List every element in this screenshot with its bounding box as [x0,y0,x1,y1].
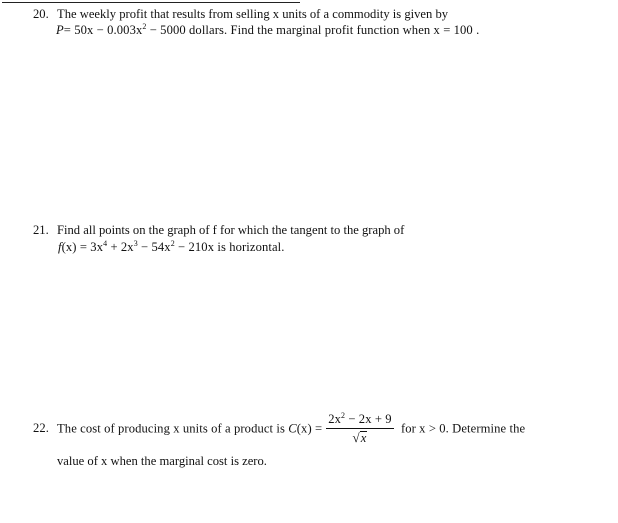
problem-text: value of x when the marginal cost is zero. [57,454,267,468]
equation-tail: − 5000 [146,23,186,37]
problem-text: The cost of producing x units of a product is [57,421,289,436]
problem-text: is horizontal. [214,240,285,254]
problem-22-line-2 [57,453,267,469]
exponent-1: 4 [103,239,108,248]
problem-22-line-1 [33,412,525,447]
equation-rhs: = 50x − 0.003x [63,23,143,37]
problem-text: for [400,421,420,436]
header-rule [2,2,300,3]
problem-number: 21. [33,223,49,237]
problem-21-line-1 [33,222,404,238]
problem-text: dollars. Find the marginal profit function when [185,23,434,37]
function-name: f [58,240,62,254]
cost-fraction [326,412,394,447]
radicand: x [360,431,367,445]
problem-text: The weekly profit that results from selling x units of a commodity is given by [57,7,449,21]
square-root [352,431,367,445]
exponent-2: 3 [133,239,138,248]
function-arg: (x) = 3x [61,240,104,254]
period: . [472,23,480,37]
function-arg: (x) = [296,421,323,436]
exponent-3: 2 [170,239,175,248]
condition: x = 100 [433,23,473,37]
problem-text: Find all points on the graph of f for which the tangent to the graph of [57,223,405,237]
problem-text: . Determine the [445,421,526,436]
numerator-term-b: − 2x + 9 [345,412,392,426]
term-3: − 54x [137,240,171,254]
term-2: + 2x [107,240,134,254]
fraction-numerator [326,412,394,428]
problem-20-line-2 [56,22,479,38]
domain-condition: x > 0 [419,421,446,436]
fraction-denominator [326,429,394,447]
numerator-term-a: 2x [328,412,341,426]
term-4: − 210x [174,240,215,254]
radical-sign: √ [352,430,360,445]
numerator-exponent: 2 [340,411,346,420]
equation-exponent: 2 [142,22,147,31]
problem-21-line-2 [58,239,285,255]
function-name: C [288,421,297,436]
problem-number: 22. [33,421,50,436]
problem-20-line-1 [33,6,448,22]
problem-number: 20. [33,7,49,21]
equation-lhs: P [56,23,64,37]
